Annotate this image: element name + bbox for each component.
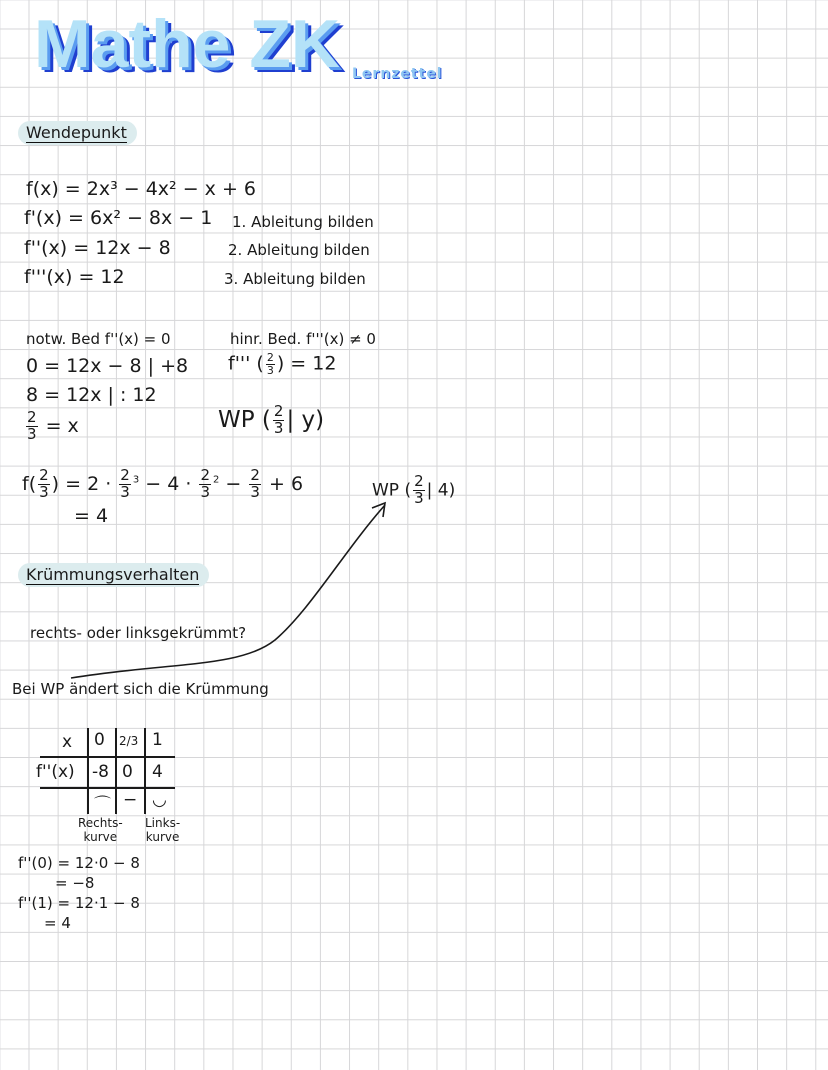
table-cell: f''(x) bbox=[36, 762, 75, 782]
denominator: 3 bbox=[27, 424, 37, 443]
denominator: 3 bbox=[414, 488, 424, 507]
numerator: 2 bbox=[120, 466, 130, 484]
curvature-statement: Bei WP ändert sich die Krümmung bbox=[12, 680, 269, 698]
text: ) = 2 · bbox=[51, 472, 112, 495]
smile-icon: ◡ bbox=[152, 790, 167, 810]
check-line: f''(1) = 12·1 − 8 bbox=[18, 894, 140, 912]
exponent: 2 bbox=[213, 474, 220, 486]
denominator: 3 bbox=[250, 482, 260, 501]
numerator: 2 bbox=[414, 472, 424, 490]
label-line: Rechts- bbox=[78, 816, 123, 830]
note-2: 2. Ableitung bilden bbox=[228, 241, 370, 259]
table-cell: x bbox=[62, 732, 73, 752]
heading-text: Wendepunkt bbox=[26, 123, 127, 142]
numerator: 2 bbox=[273, 402, 284, 420]
equation-rest: = x bbox=[45, 414, 79, 437]
text: WP ( bbox=[372, 480, 412, 501]
numerator: 2 bbox=[266, 351, 274, 364]
denominator: 3 bbox=[200, 482, 210, 501]
label-line: kurve bbox=[145, 830, 180, 844]
heading-text: Krümmungsverhalten bbox=[26, 565, 200, 584]
table-cell: 0 bbox=[94, 730, 105, 750]
check-line: = −8 bbox=[55, 874, 95, 892]
denominator: 3 bbox=[273, 418, 284, 437]
third-derivative: f'''(x) = 12 bbox=[24, 266, 125, 288]
label-rechtskurve bbox=[78, 816, 123, 844]
text: WP ( bbox=[218, 406, 271, 433]
numerator: 2 bbox=[39, 466, 49, 484]
second-derivative: f''(x) = 12x − 8 bbox=[24, 237, 171, 259]
table-divider bbox=[87, 728, 89, 814]
denominator: 3 bbox=[266, 363, 274, 377]
sufficient-condition: hinr. Bed. f'''(x) ≠ 0 bbox=[230, 330, 376, 348]
table-cell: 4 bbox=[152, 762, 163, 782]
function-line: f(x) = 2x³ − 4x² − x + 6 bbox=[26, 178, 256, 200]
page-title: Mathe ZK bbox=[34, 6, 340, 82]
page-subtitle: Lernzettel bbox=[352, 66, 443, 82]
necessary-condition: notw. Bed f''(x) = 0 bbox=[26, 330, 171, 348]
text: ) = 12 bbox=[276, 352, 337, 375]
denominator: 3 bbox=[39, 482, 49, 501]
label-line: kurve bbox=[83, 830, 118, 844]
denominator: 3 bbox=[120, 482, 130, 501]
text: | y) bbox=[286, 406, 325, 433]
table-divider bbox=[40, 756, 175, 758]
text: + 6 bbox=[268, 472, 304, 495]
check-line: f''(0) = 12·0 − 8 bbox=[18, 854, 140, 872]
table-divider bbox=[115, 728, 117, 814]
first-derivative: f'(x) = 6x² − 8x − 1 bbox=[24, 207, 213, 229]
table-cell: 1 bbox=[152, 730, 163, 750]
solve-step-2: 8 = 12x | : 12 bbox=[26, 384, 157, 406]
note-1: 1. Ableitung bilden bbox=[232, 213, 374, 231]
text: f( bbox=[22, 472, 37, 495]
label-line: Links- bbox=[145, 816, 181, 830]
text: f''' ( bbox=[228, 352, 264, 375]
curvature-question: rechts- oder linksgekrümmt? bbox=[30, 624, 247, 642]
note-3: 3. Ableitung bilden bbox=[224, 270, 366, 288]
table-divider bbox=[40, 787, 175, 789]
table-divider bbox=[144, 728, 146, 814]
frown-icon: ⌒ bbox=[94, 795, 111, 815]
text: | 4) bbox=[426, 480, 456, 501]
table-cell: -8 bbox=[92, 762, 109, 782]
numerator: 2 bbox=[250, 466, 260, 484]
sign-table bbox=[36, 728, 180, 818]
evaluation-result: = 4 bbox=[74, 505, 109, 527]
exponent: 3 bbox=[132, 474, 140, 486]
label-linkskurve bbox=[145, 816, 180, 844]
numerator: 2 bbox=[200, 466, 210, 484]
table-cell: 0 bbox=[122, 762, 133, 782]
check-line: = 4 bbox=[44, 914, 71, 932]
text: − bbox=[225, 472, 242, 495]
text: − 4 · bbox=[145, 472, 192, 495]
table-cell: − bbox=[123, 790, 138, 810]
solve-step-1: 0 = 12x − 8 | +8 bbox=[26, 355, 189, 377]
numerator: 2 bbox=[27, 408, 37, 426]
table-cell-fraction: 2/3 bbox=[119, 734, 139, 748]
